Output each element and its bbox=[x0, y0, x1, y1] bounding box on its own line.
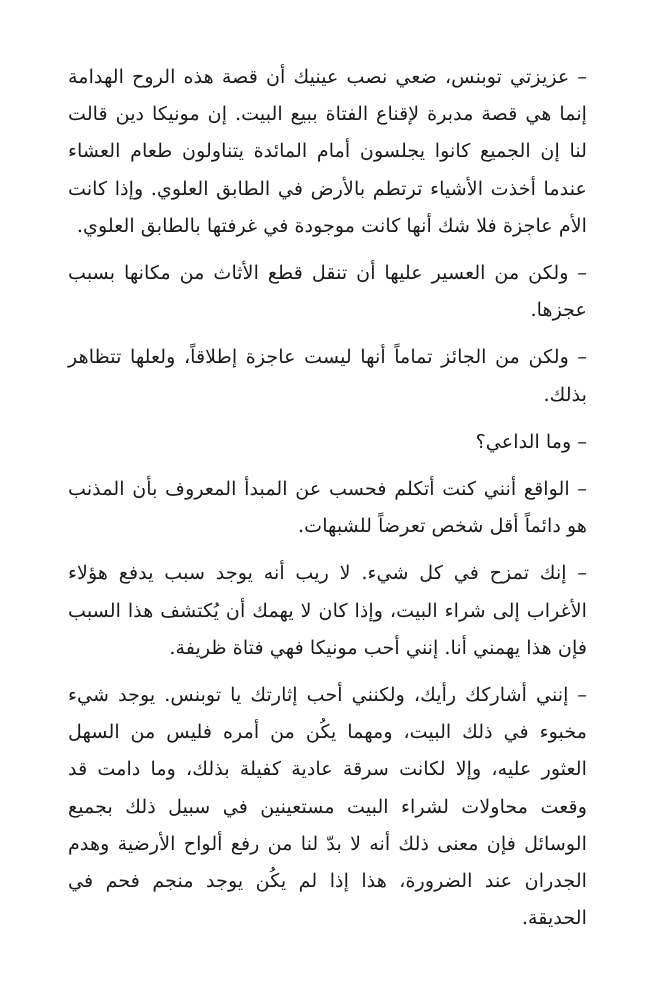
page-text bbox=[68, 58, 587, 946]
paragraph-7: – إنني أشاركك رأيك، ولكنني أحب إثارتك يا توبنس. يوجد شيء مخبوء في ذلك البيت، ومهما يكُن من أمره فليس من السهل العثور عليه، وإلا لكانت سرقة عادية كفيلة بذلك، وما دامت قد وقعت محاولات لشراء البيت مستعينين في سبيل ذلك بجميع الوسائل فإن معنى ذلك أنه لا بدّ لنا من رفع ألواح الأرضية وهدم الجدران عند الضرورة، هذا إذا لم يكُن يوجد منجم فحم في الحديقة. bbox=[68, 683, 587, 930]
paragraph-5: – الواقع أنني كنت أتكلم فحسب عن المبدأ المعروف بأن المذنب هو دائماً أقل شخص تعرضاً للشبهات. bbox=[68, 477, 587, 538]
paragraph-4: – وما الداعي؟ bbox=[475, 429, 587, 453]
paragraph-1: – عزيزتي توبنس، ضعي نصب عينيك أن قصة هذه الروح الهدامة إنما هي قصة مدبرة لإقناع الفتاة ببيع البيت. إن مونيكا دين قالت لنا إن الجميع كانوا يجلسون أمام المائدة يتناولون طعام العشاء عندما أخذت الأشياء ترتطم بالأرض في الطابق العلوي. وإذا كانت الأم عاجزة فلا شك أنها كانت موجودة في غرفتها بالطابق العلوي. bbox=[68, 65, 587, 237]
paragraph-6: – إنك تمزح في كل شيء. لا ريب أنه يوجد سبب يدفع هؤلاء الأغراب إلى شراء البيت، وإذا كان لا يهمك أن يُكتشف هذا السبب فإن هذا يهمني أنا. إنني أحب مونيكا فهي فتاة ظريفة. bbox=[68, 561, 587, 659]
paragraph-2: – ولكن من العسير عليها أن تنقل قطع الأثاث من مكانها بسبب عجزها. bbox=[68, 261, 587, 322]
paragraph-3: – ولكن من الجائز تماماً أنها ليست عاجزة إطلاقاً، ولعلها تتظاهر بذلك. bbox=[68, 345, 587, 406]
